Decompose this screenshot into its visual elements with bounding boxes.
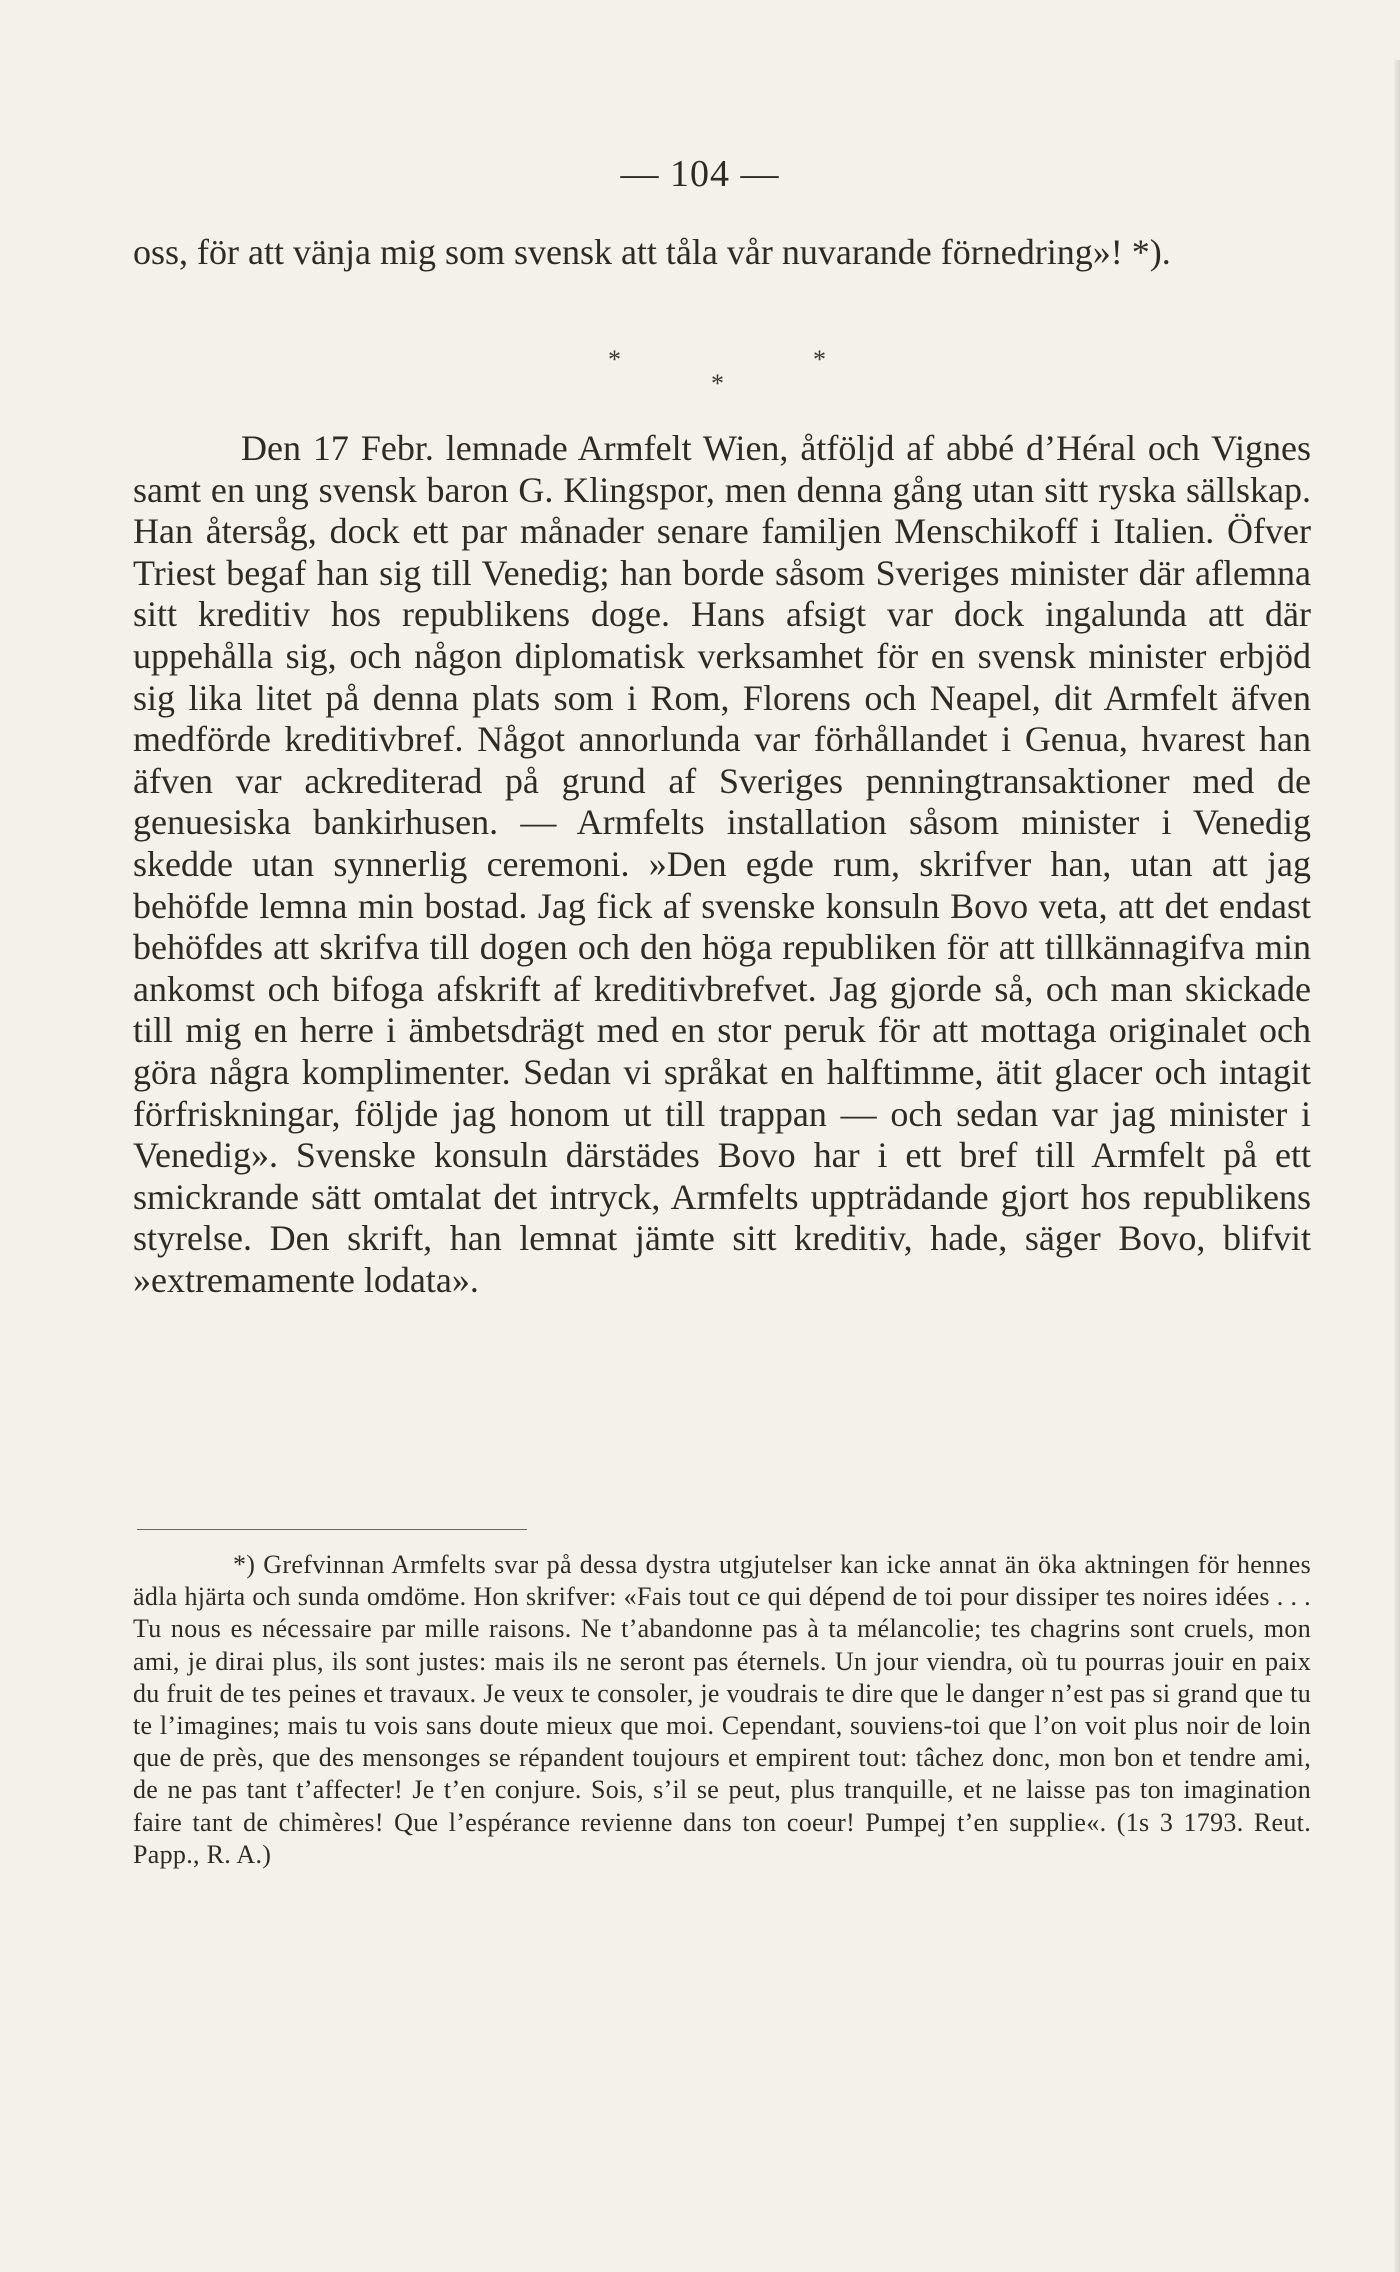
intro-paragraph: [133, 232, 1311, 273]
intro-text: oss, för att vänja mig som svensk att tåla vår nuvarande förnedring»! *).: [133, 232, 1171, 272]
page-number: — 104 —: [620, 153, 780, 195]
footnote-divider: [137, 1529, 527, 1530]
asterism-star: *: [711, 369, 724, 398]
main-paragraph: [133, 428, 1311, 1301]
footnote: [133, 1549, 1311, 1871]
asterism-star: *: [608, 345, 621, 374]
footnote-text: *) Grefvinnan Armfelts svar på dessa dystra utgjutelser kan icke annat än öka aktningen för hennes ädla hjärta och sunda omdöme. Hon skrifver: «Fais tout ce qui dépend de toi pour dissiper tes noires idées . . . Tu nous es nécessaire par mille raisons. Ne t’abandonne pas à ta mélancolie; tes chagrins sont cruels, mon ami, je dirai plus, ils sont justes: mais ils ne seront pas éternels. Un jour viendra, où tu pourras jouir en paix du fruit de tes peines et travaux. Je veux te consoler, je voudrais te dire que le danger n’est pas si grand que tu te l’imagines; mais tu vois sans doute mieux que moi. Cependant, souviens-toi que l’on voit plus noir de loin que de près, que des mensonges se répandent toujours et empirent tout: tâchez donc, mon bon et tendre ami, de ne pas tant t’affecter! Je t’en conjure. Sois, s’il se peut, plus tranquille, et ne laisse pas ton imagination faire tant de chimères! Que l’espérance revienne dans ton coeur! Pumpej t’en supplie«. (1s 3 1793. Reut. Papp., R. A.): [133, 1550, 1311, 1869]
asterism-star: *: [813, 345, 826, 374]
main-text: Den 17 Febr. lemnade Armfelt Wien, åtföljd af abbé d’Héral och Vignes samt en ung svensk baron G. Klingspor, men denna gång utan sitt ryska sällskap. Han återsåg, dock ett par månader senare familjen Menschikoff i Italien. Öfver Triest begaf han sig till Venedig; han borde såsom Sveriges minister där aflemna sitt kreditiv hos republikens doge. Hans afsigt var dock ingalunda att där uppehålla sig, och någon diplomatisk verksamhet för en svensk minister erbjöd sig lika litet på denna plats som i Rom, Florens och Neapel, dit Armfelt äfven medförde kreditivbref. Något annorlunda var förhållandet i Genua, hvarest han äfven var ackrediterad på grund af Sveriges penningtransaktioner med de genuesiska bankirhusen. — Armfelts installation såsom minister i Venedig skedde utan synnerlig ceremoni. »Den egde rum, skrifver han, utan att jag behöfde lemna min bostad. Jag fick af svenske konsuln Bovo veta, att det endast behöfdes att skrifva till dogen och den höga republiken för att tillkännagifva min ankomst och bifoga afskrift af kreditivbrefvet. Jag gjorde så, och man skickade till mig en herre i ämbetsdrägt med en stor peruk för att mottaga originalet och göra några komplimenter. Sedan vi språkat en halftimme, ätit glacer och intagit förfriskningar, följde jag honom ut till trappan — och sedan var jag minister i Venedig». Svenske konsuln därstädes Bovo har i ett bref till Armfelt på ett smickrande sätt omtalat det intryck, Armfelts uppträdande gjort hos republikens styrelse. Den skrift, han lemnat jämte sitt kreditiv, hade, säger Bovo, blifvit »extremamente lodata».: [133, 428, 1311, 1300]
section-break-asterism: [0, 345, 1400, 405]
